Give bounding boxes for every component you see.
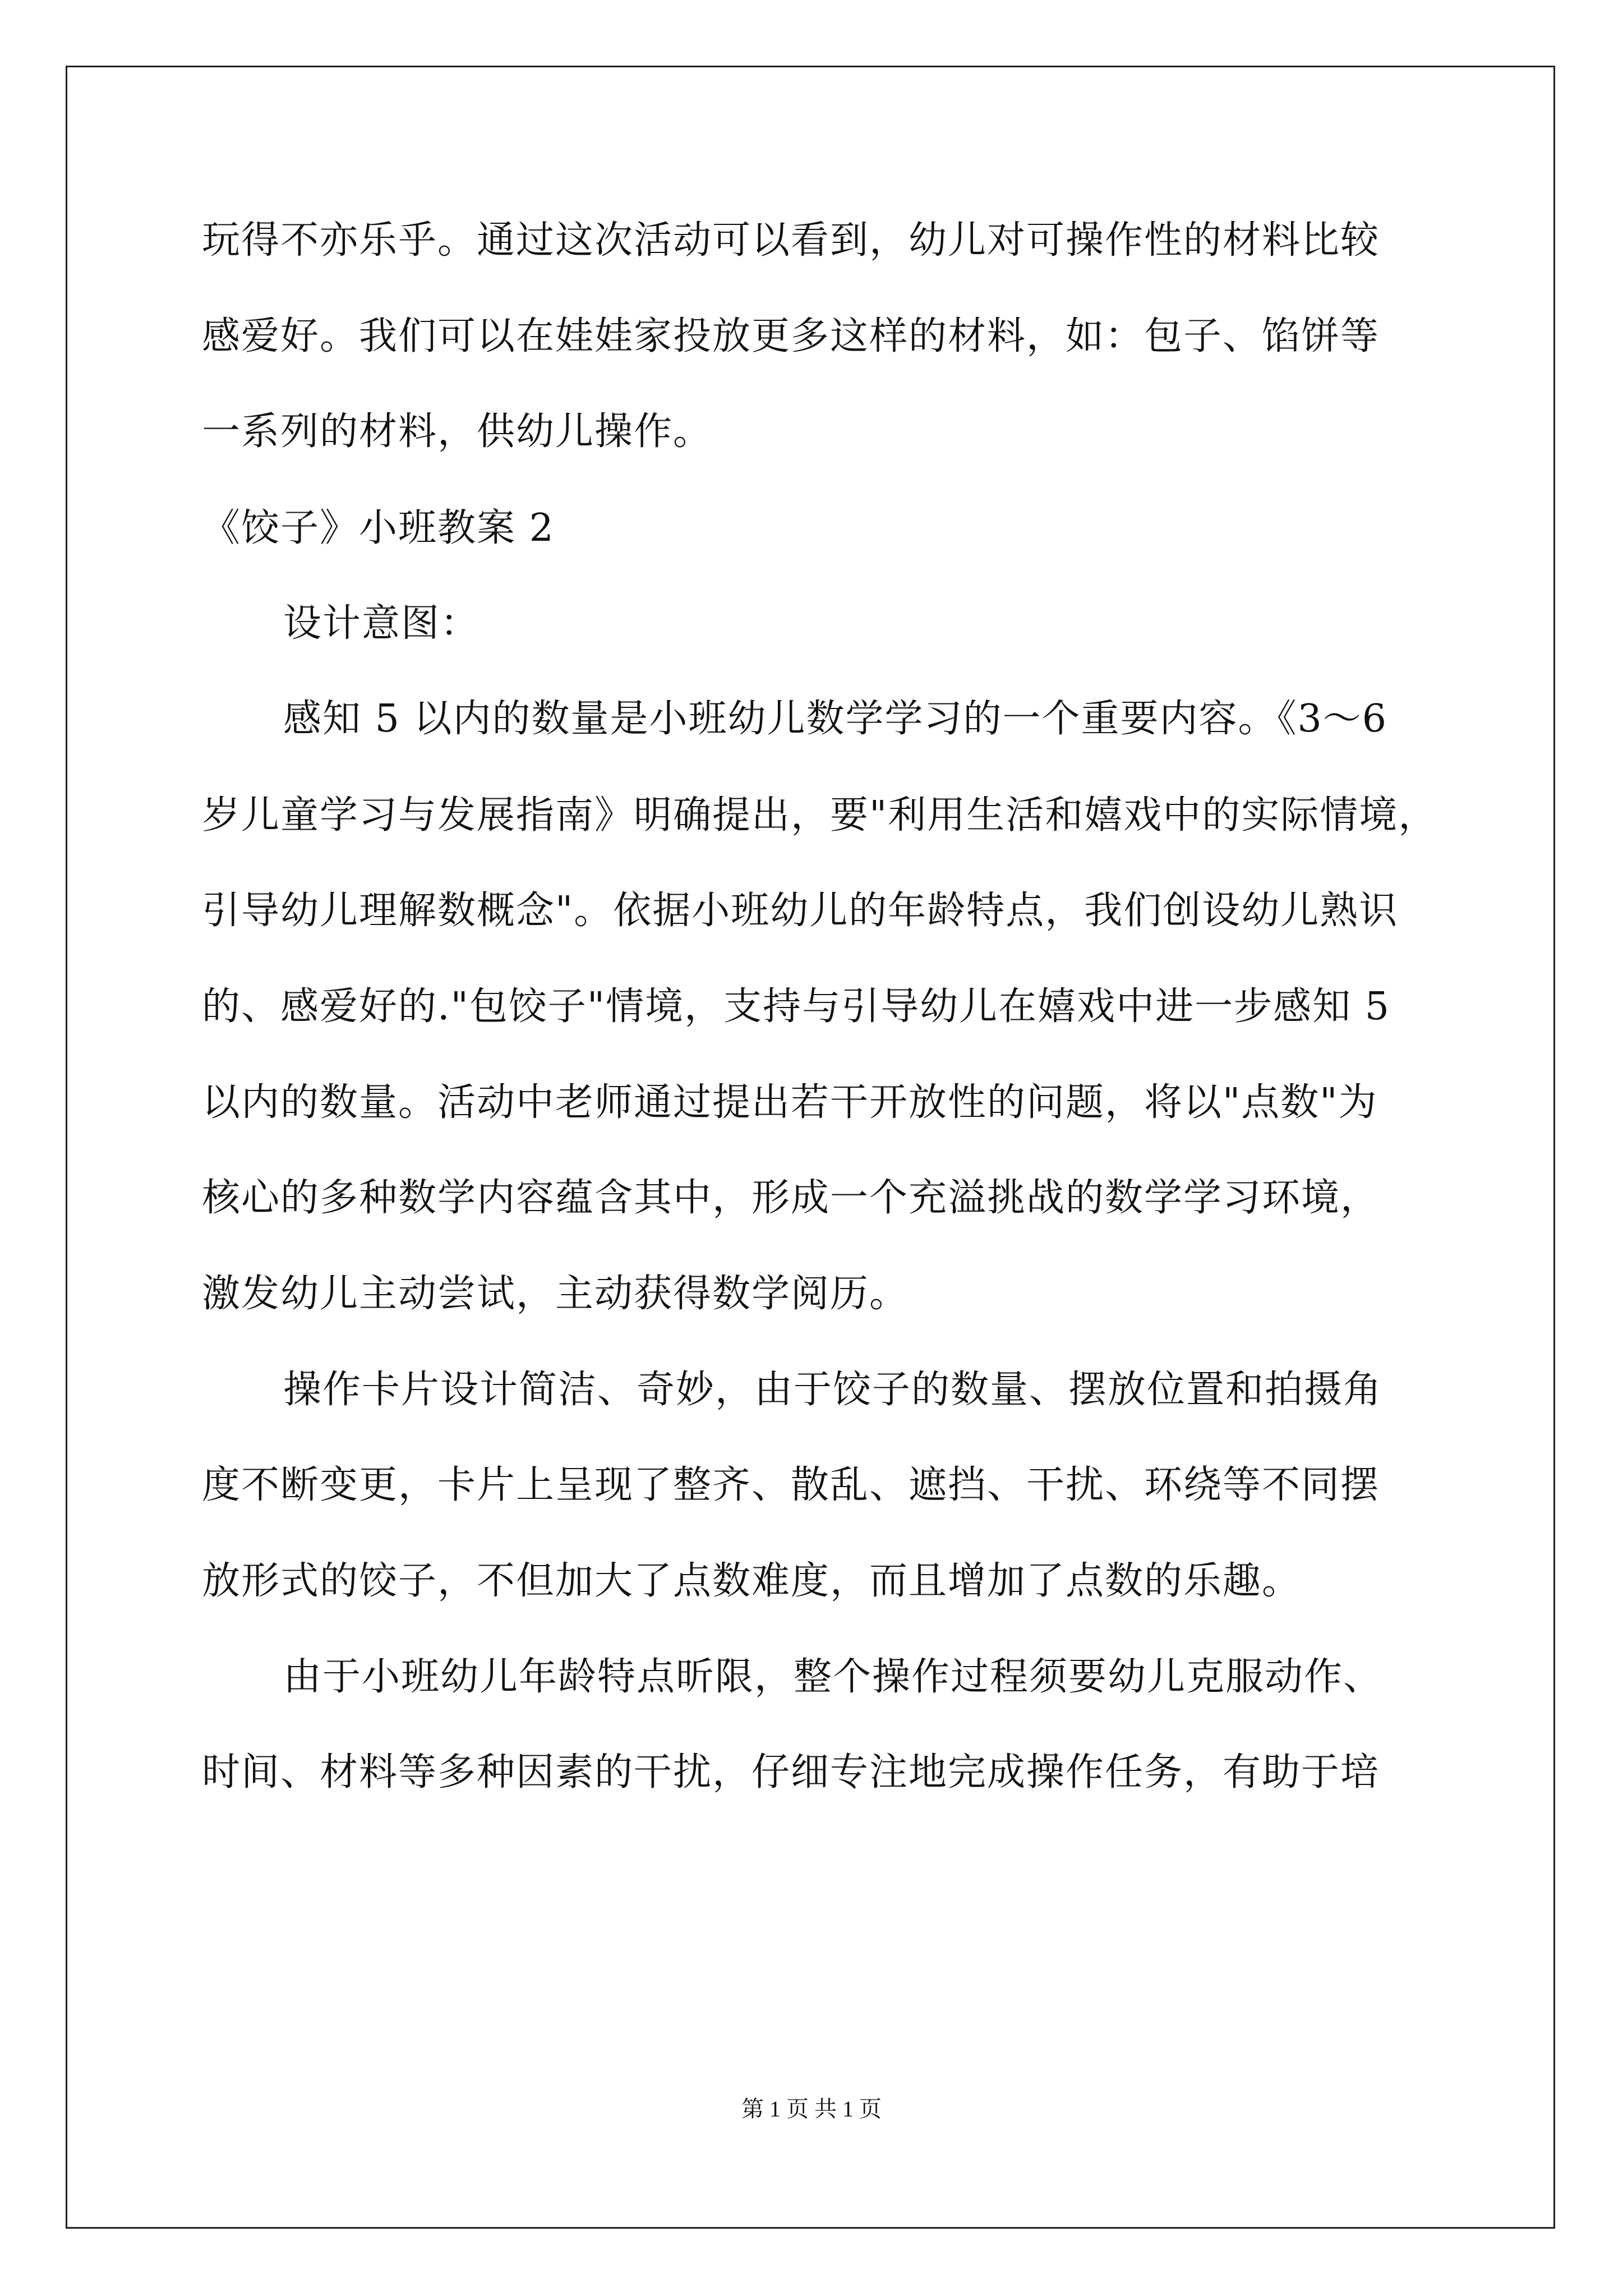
paragraph-line: 一系列的材料，供幼儿操作。 [202, 409, 713, 454]
paragraph-line: 放形式的饺子，不但加大了点数难度，而且增加了点数的乐趣。 [202, 1559, 1302, 1603]
subheading: 设计意图： [283, 601, 480, 646]
paragraph-line: 度不断变更，卡片上呈现了整齐、散乱、遮挡、干扰、环绕等不同摆 [202, 1463, 1380, 1507]
page-border [66, 66, 1555, 2229]
paragraph-line: 操作卡片设计简洁、奇妙，由于饺子的数量、摆放位置和拍摄角 [283, 1368, 1383, 1412]
page-number-footer: 第 1 页 共 1 页 [741, 2096, 882, 2122]
paragraph-line: 引导幼儿理解数概念"。依据小班幼儿的年龄特点，我们创设幼儿熟识 [202, 889, 1399, 933]
paragraph-line: 以内的数量。活动中老师通过提出若干开放性的问题，将以"点数"为 [202, 1080, 1378, 1125]
paragraph-line: 的、感爱好的."包饺子"情境，支持与引导幼儿在嬉戏中进一步感知 5 [202, 984, 1391, 1029]
paragraph-line: 激发幼儿主动尝试，主动获得数学阅历。 [202, 1272, 909, 1316]
paragraph-line: 由于小班幼儿年龄特点昕限，整个操作过程须要幼儿克服动作、 [283, 1655, 1383, 1699]
section-heading: 《饺子》小班教案 2 [202, 506, 555, 550]
paragraph-line: 时间、材料等多种因素的干扰，仔细专注地完成操作任务，有助于培 [202, 1750, 1380, 1795]
paragraph-line: 岁儿童学习与发展指南》明确提出，要"利用生活和嬉戏中的实际情境， [202, 793, 1438, 838]
paragraph-line: 感爱好。我们可以在娃娃家投放更多这样的材料，如：包子、馅饼等 [202, 314, 1380, 358]
paragraph-line: 感知 5 以内的数量是小班幼儿数学学习的一个重要内容。《3～6 [283, 697, 1388, 741]
paragraph-line: 核心的多种数学内容蕴含其中，形成一个充溢挑战的数学学习环境， [202, 1176, 1380, 1220]
paragraph-line: 玩得不亦乐乎。通过这次活动可以看到，幼儿对可操作性的材料比较 [202, 218, 1380, 263]
